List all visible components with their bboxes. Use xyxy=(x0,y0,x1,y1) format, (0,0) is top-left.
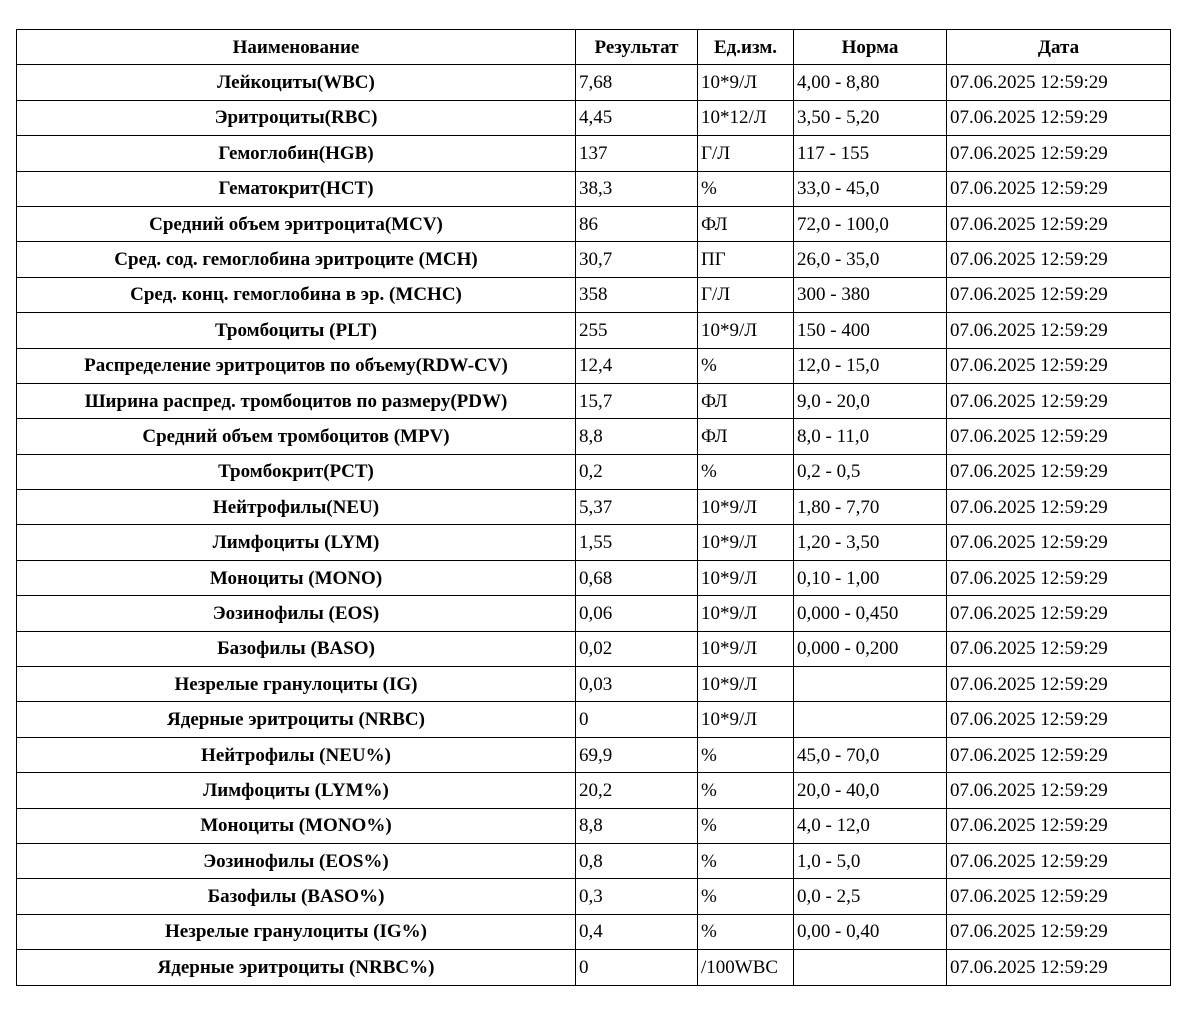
table-row xyxy=(17,65,1171,100)
date-cell: 07.06.2025 12:59:29 xyxy=(947,914,1171,949)
date-cell: 07.06.2025 12:59:29 xyxy=(947,808,1171,843)
unit-cell: % xyxy=(698,348,794,383)
result-cell: 0,8 xyxy=(576,843,698,878)
test-name-cell: Лимфоциты (LYM) xyxy=(17,525,576,560)
date-cell: 07.06.2025 12:59:29 xyxy=(947,136,1171,171)
unit-cell: ФЛ xyxy=(698,206,794,241)
date-cell: 07.06.2025 12:59:29 xyxy=(947,667,1171,702)
table-body xyxy=(17,65,1171,985)
norm-cell: 117 - 155 xyxy=(794,136,947,171)
date-cell: 07.06.2025 12:59:29 xyxy=(947,65,1171,100)
test-name-cell: Незрелые гранулоциты (IG) xyxy=(17,667,576,702)
test-name-cell: Ядерные эритроциты (NRBC%) xyxy=(17,950,576,985)
table-row xyxy=(17,136,1171,171)
table-row xyxy=(17,313,1171,348)
unit-cell: % xyxy=(698,808,794,843)
test-name-cell: Лейкоциты(WBC) xyxy=(17,65,576,100)
result-cell: 12,4 xyxy=(576,348,698,383)
table-row xyxy=(17,206,1171,241)
unit-cell: Г/Л xyxy=(698,277,794,312)
date-cell: 07.06.2025 12:59:29 xyxy=(947,843,1171,878)
date-cell: 07.06.2025 12:59:29 xyxy=(947,383,1171,418)
test-name-cell: Моноциты (MONO%) xyxy=(17,808,576,843)
table-row xyxy=(17,242,1171,277)
result-cell: 255 xyxy=(576,313,698,348)
unit-cell: 10*9/Л xyxy=(698,596,794,631)
test-name-cell: Средний объем тромбоцитов (MPV) xyxy=(17,419,576,454)
table-row xyxy=(17,737,1171,772)
date-cell: 07.06.2025 12:59:29 xyxy=(947,277,1171,312)
result-cell: 358 xyxy=(576,277,698,312)
date-cell: 07.06.2025 12:59:29 xyxy=(947,171,1171,206)
result-cell: 30,7 xyxy=(576,242,698,277)
test-name-cell: Тромбокрит(PCT) xyxy=(17,454,576,489)
norm-cell: 72,0 - 100,0 xyxy=(794,206,947,241)
test-name-cell: Сред. конц. гемоглобина в эр. (MCHC) xyxy=(17,277,576,312)
result-cell: 0,3 xyxy=(576,879,698,914)
unit-cell: 10*9/Л xyxy=(698,667,794,702)
table-row xyxy=(17,667,1171,702)
table-row xyxy=(17,171,1171,206)
result-cell: 7,68 xyxy=(576,65,698,100)
date-cell: 07.06.2025 12:59:29 xyxy=(947,950,1171,985)
test-name-cell: Нейтрофилы(NEU) xyxy=(17,490,576,525)
result-cell: 15,7 xyxy=(576,383,698,418)
table-row xyxy=(17,879,1171,914)
unit-cell: % xyxy=(698,454,794,489)
norm-cell: 20,0 - 40,0 xyxy=(794,773,947,808)
norm-cell: 3,50 - 5,20 xyxy=(794,100,947,135)
date-cell: 07.06.2025 12:59:29 xyxy=(947,348,1171,383)
norm-cell: 0,00 - 0,40 xyxy=(794,914,947,949)
test-name-cell: Ширина распред. тромбоцитов по размеру(PDW) xyxy=(17,383,576,418)
table-row xyxy=(17,525,1171,560)
unit-cell: 10*9/Л xyxy=(698,702,794,737)
table-row xyxy=(17,560,1171,595)
result-cell: 0,4 xyxy=(576,914,698,949)
result-cell: 0 xyxy=(576,702,698,737)
table-row xyxy=(17,808,1171,843)
norm-cell xyxy=(794,950,947,985)
test-name-cell: Лимфоциты (LYM%) xyxy=(17,773,576,808)
unit-cell: 10*9/Л xyxy=(698,560,794,595)
table-row xyxy=(17,914,1171,949)
date-cell: 07.06.2025 12:59:29 xyxy=(947,525,1171,560)
test-name-cell: Сред. сод. гемоглобина эритроците (MCH) xyxy=(17,242,576,277)
header-result: Результат xyxy=(576,30,698,65)
result-cell: 0,68 xyxy=(576,560,698,595)
table-row xyxy=(17,843,1171,878)
unit-cell: % xyxy=(698,879,794,914)
header-name: Наименование xyxy=(17,30,576,65)
test-name-cell: Нейтрофилы (NEU%) xyxy=(17,737,576,772)
unit-cell: 10*9/Л xyxy=(698,525,794,560)
table-row xyxy=(17,773,1171,808)
table-row xyxy=(17,490,1171,525)
result-cell: 0,2 xyxy=(576,454,698,489)
unit-cell: 10*9/Л xyxy=(698,313,794,348)
unit-cell: 10*9/Л xyxy=(698,490,794,525)
norm-cell xyxy=(794,667,947,702)
result-cell: 0,02 xyxy=(576,631,698,666)
test-name-cell: Распределение эритроцитов по объему(RDW-CV) xyxy=(17,348,576,383)
norm-cell: 12,0 - 15,0 xyxy=(794,348,947,383)
unit-cell: 10*9/Л xyxy=(698,65,794,100)
header-norm: Норма xyxy=(794,30,947,65)
date-cell: 07.06.2025 12:59:29 xyxy=(947,313,1171,348)
test-name-cell: Средний объем эритроцита(MCV) xyxy=(17,206,576,241)
date-cell: 07.06.2025 12:59:29 xyxy=(947,631,1171,666)
test-name-cell: Моноциты (MONO) xyxy=(17,560,576,595)
header-date: Дата xyxy=(947,30,1171,65)
unit-cell: % xyxy=(698,171,794,206)
table-row xyxy=(17,383,1171,418)
unit-cell: % xyxy=(698,773,794,808)
result-cell: 69,9 xyxy=(576,737,698,772)
result-cell: 86 xyxy=(576,206,698,241)
result-cell: 4,45 xyxy=(576,100,698,135)
result-cell: 5,37 xyxy=(576,490,698,525)
norm-cell: 45,0 - 70,0 xyxy=(794,737,947,772)
table-row xyxy=(17,277,1171,312)
norm-cell: 0,000 - 0,200 xyxy=(794,631,947,666)
unit-cell: ФЛ xyxy=(698,383,794,418)
result-cell: 1,55 xyxy=(576,525,698,560)
table-row xyxy=(17,100,1171,135)
lab-results-table xyxy=(16,29,1171,986)
test-name-cell: Гематокрит(HCT) xyxy=(17,171,576,206)
test-name-cell: Базофилы (BASO%) xyxy=(17,879,576,914)
unit-cell: ПГ xyxy=(698,242,794,277)
norm-cell: 9,0 - 20,0 xyxy=(794,383,947,418)
norm-cell: 33,0 - 45,0 xyxy=(794,171,947,206)
date-cell: 07.06.2025 12:59:29 xyxy=(947,100,1171,135)
date-cell: 07.06.2025 12:59:29 xyxy=(947,454,1171,489)
table-row xyxy=(17,419,1171,454)
unit-cell: Г/Л xyxy=(698,136,794,171)
norm-cell: 0,0 - 2,5 xyxy=(794,879,947,914)
header-row xyxy=(17,30,1171,65)
date-cell: 07.06.2025 12:59:29 xyxy=(947,242,1171,277)
date-cell: 07.06.2025 12:59:29 xyxy=(947,560,1171,595)
test-name-cell: Тромбоциты (PLT) xyxy=(17,313,576,348)
test-name-cell: Ядерные эритроциты (NRBC) xyxy=(17,702,576,737)
date-cell: 07.06.2025 12:59:29 xyxy=(947,596,1171,631)
date-cell: 07.06.2025 12:59:29 xyxy=(947,879,1171,914)
norm-cell: 150 - 400 xyxy=(794,313,947,348)
test-name-cell: Эритроциты(RBC) xyxy=(17,100,576,135)
table-row xyxy=(17,454,1171,489)
date-cell: 07.06.2025 12:59:29 xyxy=(947,206,1171,241)
result-cell: 8,8 xyxy=(576,808,698,843)
norm-cell: 4,00 - 8,80 xyxy=(794,65,947,100)
norm-cell: 1,80 - 7,70 xyxy=(794,490,947,525)
test-name-cell: Гемоглобин(HGB) xyxy=(17,136,576,171)
norm-cell: 4,0 - 12,0 xyxy=(794,808,947,843)
result-cell: 0,06 xyxy=(576,596,698,631)
norm-cell: 0,000 - 0,450 xyxy=(794,596,947,631)
table-row xyxy=(17,348,1171,383)
norm-cell: 0,10 - 1,00 xyxy=(794,560,947,595)
date-cell: 07.06.2025 12:59:29 xyxy=(947,419,1171,454)
norm-cell: 300 - 380 xyxy=(794,277,947,312)
unit-cell: 10*9/Л xyxy=(698,631,794,666)
unit-cell: 10*12/Л xyxy=(698,100,794,135)
test-name-cell: Базофилы (BASO) xyxy=(17,631,576,666)
norm-cell xyxy=(794,702,947,737)
test-name-cell: Эозинофилы (EOS%) xyxy=(17,843,576,878)
unit-cell: % xyxy=(698,914,794,949)
result-cell: 38,3 xyxy=(576,171,698,206)
unit-cell: ФЛ xyxy=(698,419,794,454)
table-row xyxy=(17,631,1171,666)
table-header xyxy=(17,30,1171,65)
table-row xyxy=(17,596,1171,631)
date-cell: 07.06.2025 12:59:29 xyxy=(947,773,1171,808)
norm-cell: 1,0 - 5,0 xyxy=(794,843,947,878)
result-cell: 8,8 xyxy=(576,419,698,454)
table-row xyxy=(17,702,1171,737)
norm-cell: 8,0 - 11,0 xyxy=(794,419,947,454)
test-name-cell: Эозинофилы (EOS) xyxy=(17,596,576,631)
result-cell: 20,2 xyxy=(576,773,698,808)
table-row xyxy=(17,950,1171,985)
unit-cell: /100WBC xyxy=(698,950,794,985)
header-unit: Ед.изм. xyxy=(698,30,794,65)
result-cell: 137 xyxy=(576,136,698,171)
date-cell: 07.06.2025 12:59:29 xyxy=(947,702,1171,737)
unit-cell: % xyxy=(698,843,794,878)
date-cell: 07.06.2025 12:59:29 xyxy=(947,490,1171,525)
norm-cell: 26,0 - 35,0 xyxy=(794,242,947,277)
norm-cell: 0,2 - 0,5 xyxy=(794,454,947,489)
result-cell: 0,03 xyxy=(576,667,698,702)
test-name-cell: Незрелые гранулоциты (IG%) xyxy=(17,914,576,949)
result-cell: 0 xyxy=(576,950,698,985)
date-cell: 07.06.2025 12:59:29 xyxy=(947,737,1171,772)
unit-cell: % xyxy=(698,737,794,772)
norm-cell: 1,20 - 3,50 xyxy=(794,525,947,560)
